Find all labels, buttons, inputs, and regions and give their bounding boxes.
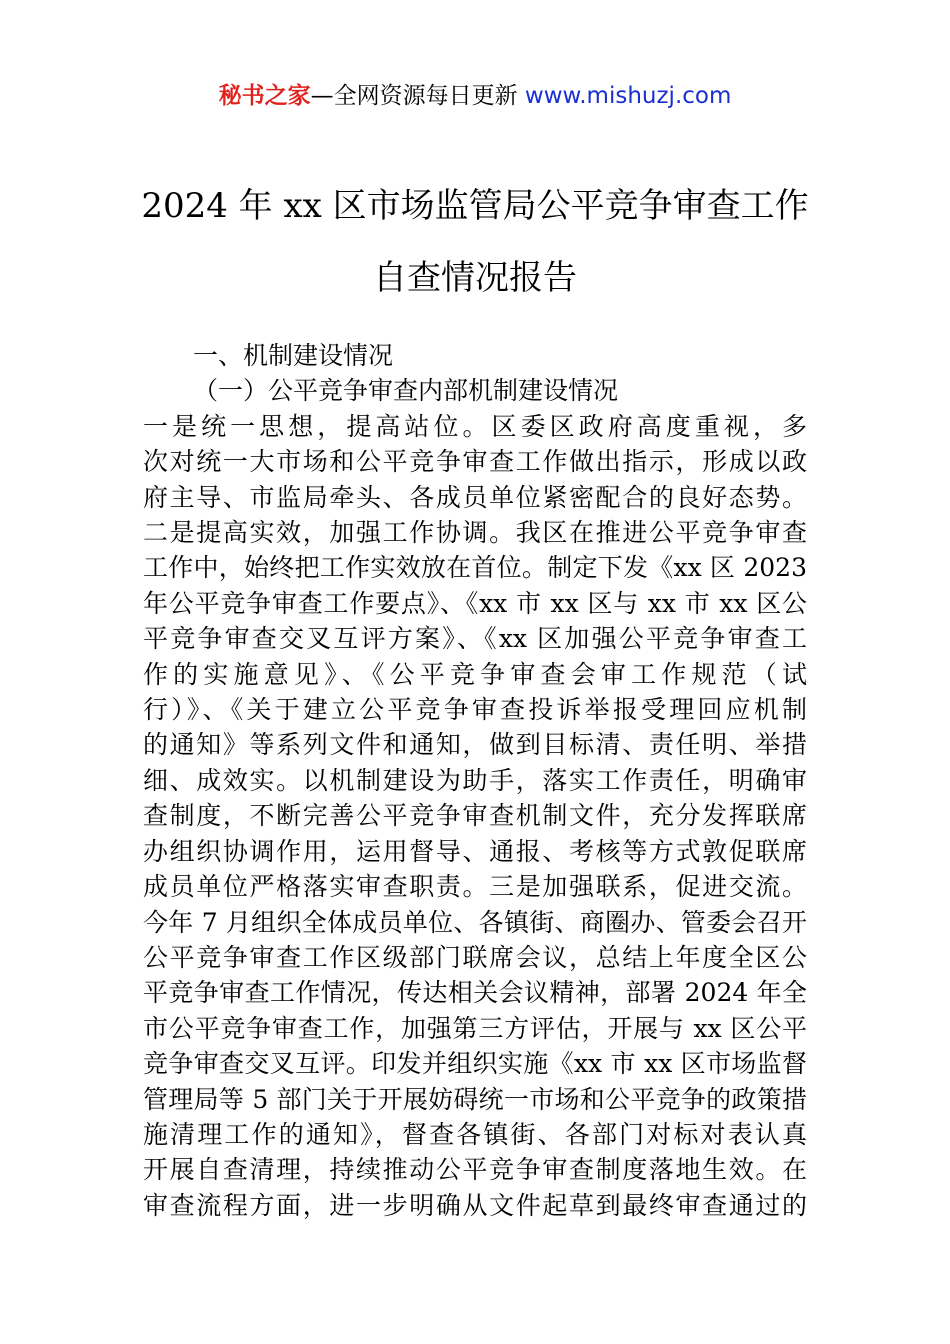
body-line: 年公平竞争审查工作要点》、《xx 市 xx 区与 xx 市 xx 区公 — [143, 588, 807, 618]
body-paragraph — [143, 409, 807, 1223]
body-line: 的通知》等系列文件和通知，做到目标清、责任明、举措 — [143, 730, 807, 760]
document-body — [143, 338, 807, 1223]
body-line: 竞争审查交叉互评。印发并组织实施《xx 市 xx 区市场监督 — [143, 1049, 807, 1079]
body-line: 一是统一思想，提高站位。区委区政府高度重视，多 — [143, 411, 807, 441]
body-line: 今年 7 月组织全体成员单位、各镇街、商圈办、管委会召开 — [143, 907, 807, 937]
body-line: 府主导、市监局牵头、各成员单位紧密配合的良好态势。 — [143, 482, 807, 512]
body-line: 公平竞争审查工作区级部门联席会议，总结上年度全区公 — [143, 942, 807, 972]
body-line: 管理局等 5 部门关于开展妨碍统一市场和公平竞争的政策措 — [143, 1084, 807, 1114]
body-line: 办组织协调作用，运用督导、通报、考核等方式敦促联席 — [143, 836, 807, 866]
body-line: 平竞争审查工作情况，传达相关会议精神，部署 2024 年全 — [143, 978, 807, 1008]
title-line-1: 2024 年 xx 区市场监管局公平竞争审查工作 — [141, 186, 809, 226]
body-line: 施清理工作的通知》，督查各镇街、各部门对标对表认真 — [143, 1119, 807, 1149]
body-line: 细、成效实。以机制建设为助手，落实工作责任，明确审 — [143, 765, 807, 795]
document-title — [60, 170, 890, 314]
body-line: 次对统一大市场和公平竞争审查工作做出指示，形成以政 — [143, 447, 807, 477]
site-url-link[interactable]: www.mishuzj.com — [524, 83, 732, 109]
body-line: 审查流程方面，进一步明确从文件起草到最终审查通过的 — [143, 1190, 807, 1220]
body-line: 平竞争审查交叉互评方案》、《xx 区加强公平竞争审查工 — [143, 624, 807, 654]
body-line: 市公平竞争审查工作，加强第三方评估，开展与 xx 区公平 — [143, 1013, 807, 1043]
body-line: 开展自查清理，持续推动公平竞争审查制度落地生效。在 — [143, 1155, 807, 1185]
body-line: 二是提高实效，加强工作协调。我区在推进公平竞争审查 — [143, 518, 807, 548]
site-brand: 秘书之家 — [218, 83, 311, 109]
body-line: 工作中，始终把工作实效放在首位。制定下发《xx 区 2023 — [143, 553, 807, 583]
site-tagline: —全网资源每日更新 — [310, 83, 525, 109]
site-header — [0, 80, 950, 112]
body-line: 行）》、《关于建立公平竞争审查投诉举报受理回应机制 — [143, 695, 807, 725]
body-line: 成员单位严格落实审查职责。三是加强联系，促进交流。 — [143, 872, 807, 902]
body-line: 作的实施意见》、《公平竞争审查会审工作规范（试 — [143, 659, 807, 689]
section-heading: 一、机制建设情况 — [193, 341, 394, 370]
subsection-heading: （一）公平竞争审查内部机制建设情况 — [193, 376, 619, 406]
body-line: 查制度，不断完善公平竞争审查机制文件，充分发挥联席 — [143, 801, 807, 831]
title-line-2: 自查情况报告 — [373, 258, 577, 298]
